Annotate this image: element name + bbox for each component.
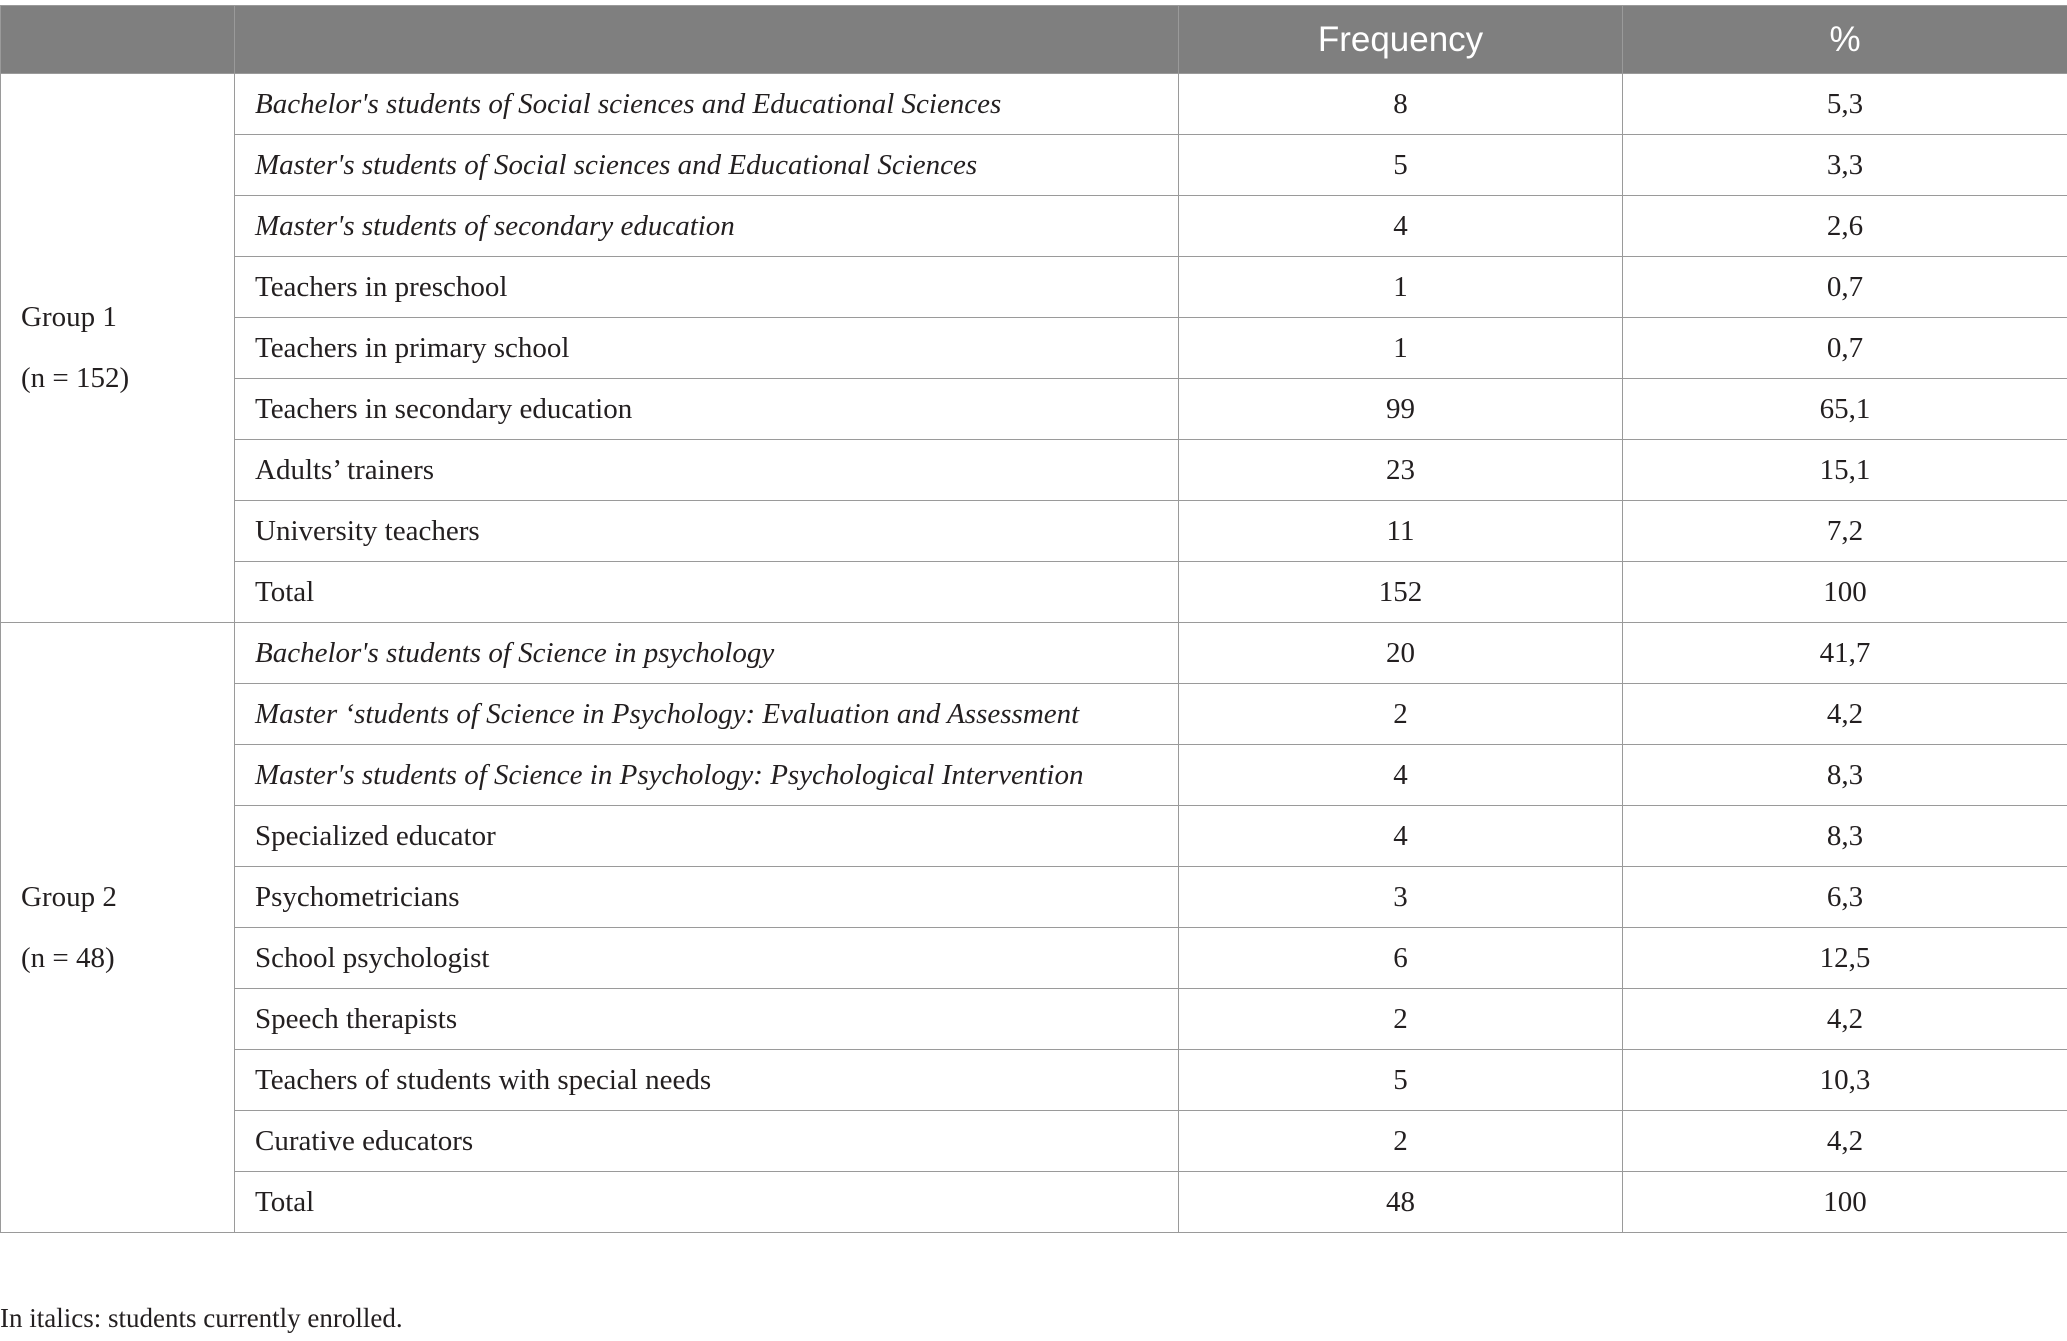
row-label: Total	[235, 562, 1179, 623]
row-label: Total	[235, 1172, 1179, 1233]
header-group	[1, 6, 235, 74]
frequency-cell: 2	[1179, 684, 1623, 745]
row-label: Master's students of Social sciences and Educational Sciences	[235, 135, 1179, 196]
percent-cell: 65,1	[1623, 379, 2067, 440]
table-body	[1, 74, 2067, 1233]
frequency-cell: 23	[1179, 440, 1623, 501]
frequency-cell: 4	[1179, 745, 1623, 806]
table-row	[1, 1050, 2067, 1111]
frequency-cell: 8	[1179, 74, 1623, 135]
frequency-cell: 2	[1179, 989, 1623, 1050]
row-label: Master ‘students of Science in Psychology: Evaluation and Assessment	[235, 684, 1179, 745]
row-label: Master's students of Science in Psychology: Psychological Intervention	[235, 745, 1179, 806]
table-row	[1, 989, 2067, 1050]
group-name: Group 1	[21, 301, 117, 333]
table-row	[1, 318, 2067, 379]
frequency-cell: 99	[1179, 379, 1623, 440]
group-size: (n = 48)	[21, 941, 115, 974]
percent-cell: 0,7	[1623, 257, 2067, 318]
percent-cell: 2,6	[1623, 196, 2067, 257]
table-header	[1, 6, 2067, 74]
frequency-cell: 5	[1179, 1050, 1623, 1111]
percent-cell: 5,3	[1623, 74, 2067, 135]
table-row	[1, 501, 2067, 562]
table-row	[1, 1111, 2067, 1172]
percent-cell: 6,3	[1623, 867, 2067, 928]
header-row	[1, 6, 2067, 74]
frequency-cell: 4	[1179, 806, 1623, 867]
group-name: Group 2	[21, 880, 117, 913]
percent-cell: 100	[1623, 1172, 2067, 1233]
frequency-cell: 2	[1179, 1111, 1623, 1172]
table-row	[1, 257, 2067, 318]
table-footnote: In italics: students currently enrolled.	[0, 1303, 403, 1333]
row-label: Master's students of secondary education	[235, 196, 1179, 257]
frequency-cell: 1	[1179, 318, 1623, 379]
table-row	[1, 928, 2067, 989]
percent-cell: 4,2	[1623, 684, 2067, 745]
frequency-cell: 3	[1179, 867, 1623, 928]
table-row	[1, 196, 2067, 257]
group-size: (n = 152)	[21, 362, 130, 394]
percent-cell: 0,7	[1623, 318, 2067, 379]
row-label: Teachers in primary school	[235, 318, 1179, 379]
frequency-cell: 4	[1179, 196, 1623, 257]
percent-cell: 100	[1623, 562, 2067, 623]
row-label: Speech therapists	[235, 989, 1179, 1050]
table-row	[1, 379, 2067, 440]
row-label: Specialized educator	[235, 806, 1179, 867]
frequency-cell: 5	[1179, 135, 1623, 196]
table-row	[1, 745, 2067, 806]
header-category	[235, 6, 1179, 74]
frequency-cell: 20	[1179, 623, 1623, 684]
table-row	[1, 867, 2067, 928]
frequency-cell: 152	[1179, 562, 1623, 623]
percent-cell: 4,2	[1623, 989, 2067, 1050]
table-row	[1, 1172, 2067, 1233]
frequency-cell: 48	[1179, 1172, 1623, 1233]
header-frequency: Frequency	[1179, 6, 1623, 74]
percent-cell: 8,3	[1623, 806, 2067, 867]
row-label: Adults’ trainers	[235, 440, 1179, 501]
percent-cell: 8,3	[1623, 745, 2067, 806]
group-cell	[1, 74, 235, 623]
row-label: University teachers	[235, 501, 1179, 562]
percent-cell: 10,3	[1623, 1050, 2067, 1111]
row-label: Bachelor's students of Science in psychology	[235, 623, 1179, 684]
table-row	[1, 806, 2067, 867]
table-row	[1, 684, 2067, 745]
row-label: Teachers in secondary education	[235, 379, 1179, 440]
row-label: Bachelor's students of Social sciences and Educational Sciences	[235, 74, 1179, 135]
percent-cell: 4,2	[1623, 1111, 2067, 1172]
percent-cell: 12,5	[1623, 928, 2067, 989]
table-row	[1, 74, 2067, 135]
row-label: Psychometricians	[235, 867, 1179, 928]
header-percent: %	[1623, 6, 2067, 74]
table-row	[1, 623, 2067, 684]
frequency-cell: 11	[1179, 501, 1623, 562]
frequency-cell: 1	[1179, 257, 1623, 318]
row-label: School psychologist	[235, 928, 1179, 989]
percent-cell: 7,2	[1623, 501, 2067, 562]
percent-cell: 15,1	[1623, 440, 2067, 501]
frequency-cell: 6	[1179, 928, 1623, 989]
row-label: Teachers in preschool	[235, 257, 1179, 318]
group-cell	[1, 623, 235, 1233]
table-row	[1, 440, 2067, 501]
table-row	[1, 135, 2067, 196]
percent-cell: 41,7	[1623, 623, 2067, 684]
row-label: Teachers of students with special needs	[235, 1050, 1179, 1111]
percent-cell: 3,3	[1623, 135, 2067, 196]
row-label: Curative educators	[235, 1111, 1179, 1172]
participants-table	[0, 5, 2067, 1233]
table-row	[1, 562, 2067, 623]
